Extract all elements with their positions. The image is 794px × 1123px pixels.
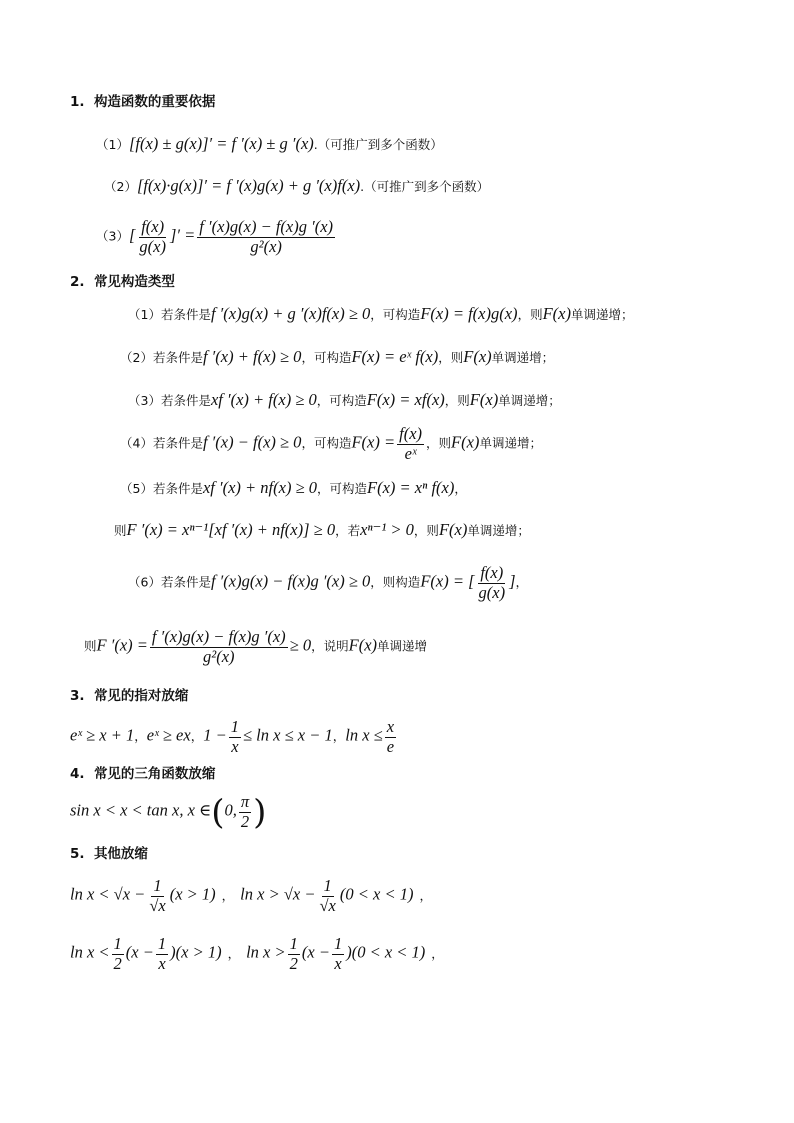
condition: (x > 1)	[169, 884, 216, 904]
section-title: 其他放缩	[93, 846, 148, 862]
s2-item-1	[128, 306, 634, 323]
numerator: f ′(x)g(x) − f(x)g ′(x)	[199, 217, 334, 236]
s5-line-1	[70, 877, 432, 916]
denominator: 2	[289, 953, 298, 973]
formula: ln x < √x −	[70, 884, 146, 904]
formula: sin x < x < tan x, x ∈	[70, 800, 212, 820]
s2-item-4	[120, 425, 542, 464]
function: F(x)	[348, 635, 378, 655]
section-number: 1.	[70, 94, 85, 110]
formula: (x −	[301, 942, 330, 962]
s1-item-1	[96, 136, 443, 153]
numerator: 1	[153, 876, 162, 895]
numerator: 1	[157, 934, 167, 953]
denominator: g²(x)	[250, 236, 282, 256]
numerator: x	[386, 717, 395, 736]
text: ，可构造	[370, 307, 421, 322]
text: ，则	[438, 350, 464, 365]
numerator: 1	[230, 717, 239, 736]
section-heading-2	[70, 276, 175, 290]
fraction	[197, 218, 335, 257]
text: ，则	[517, 307, 543, 322]
denominator: x	[158, 953, 166, 973]
text: 单调递增；	[491, 350, 555, 365]
separator: ，	[134, 728, 147, 744]
separator: ，	[431, 945, 444, 961]
text: 单调递增	[377, 638, 428, 654]
function: F(x)	[542, 304, 571, 323]
item-label: （3）	[96, 228, 129, 244]
denominator: √x	[149, 895, 166, 915]
s2-item-6-derivative	[84, 628, 427, 667]
fraction	[147, 877, 167, 916]
section-title: 构造函数的重要依据	[93, 94, 216, 110]
function: F(x)	[438, 520, 468, 539]
condition: xf ′(x) + nf(x) ≥ 0	[202, 478, 318, 497]
fraction	[137, 218, 168, 257]
separator: ，	[332, 728, 346, 744]
separator: ，	[419, 887, 432, 903]
fraction	[385, 718, 396, 757]
section-heading-1	[70, 96, 215, 110]
fraction	[156, 935, 168, 974]
item-label: （2）若条件是	[120, 350, 203, 365]
section-number: 2.	[70, 274, 85, 290]
text: ，则构造	[370, 574, 421, 590]
s3-formulas	[70, 718, 398, 757]
formula: ln x ≤	[345, 725, 383, 745]
item-label: （5）若条件是	[120, 481, 203, 496]
s2-item-5-derivative	[114, 522, 530, 539]
paren-left: (	[211, 792, 225, 833]
fraction	[477, 564, 508, 603]
fraction	[288, 935, 300, 974]
numerator: 1	[333, 934, 343, 953]
text: ，则	[426, 435, 452, 451]
text: ，可构造	[301, 350, 352, 365]
formula: F ′(x) = xⁿ⁻¹[xf ′(x) + nf(x)] ≥ 0	[126, 520, 336, 539]
text: 单调递增；	[498, 393, 561, 408]
numerator: 1	[113, 934, 122, 953]
constructed-function: F(x) =	[351, 432, 396, 452]
formula: 1 −	[203, 725, 227, 745]
s2-item-5	[120, 480, 467, 497]
numerator: f(x)	[399, 424, 423, 443]
s5-line-2	[70, 935, 444, 974]
section-title: 常见构造类型	[93, 274, 175, 290]
text: ，可构造	[317, 481, 368, 496]
note: .（可推广到多个函数）	[313, 137, 443, 152]
item-label: （2）	[104, 179, 137, 194]
text: ，若	[335, 523, 361, 538]
formula: F ′(x) =	[96, 635, 148, 655]
denominator: 2	[113, 953, 122, 973]
separator: ，	[227, 945, 241, 961]
numerator: 1	[323, 876, 332, 895]
item-label: （6）若条件是	[128, 574, 211, 590]
text: ，可构造	[301, 435, 352, 451]
condition: f ′(x) + f(x) ≥ 0	[202, 347, 302, 366]
denominator: g²(x)	[203, 646, 235, 666]
item-label: （4）若条件是	[120, 435, 203, 451]
section-number: 3.	[70, 688, 85, 704]
numerator: π	[240, 792, 250, 811]
formula: ln x <	[70, 942, 110, 962]
item-label: （3）若条件是	[128, 393, 211, 408]
constructed-function: F(x) = xf(x)	[366, 390, 445, 409]
formula: eˣ ≥ ex	[146, 725, 191, 745]
formula: (x −	[125, 942, 154, 962]
condition: xf ′(x) + f(x) ≥ 0	[210, 390, 317, 409]
text: 则	[114, 523, 127, 538]
s2-item-2	[120, 349, 554, 366]
condition: (0 < x < 1)	[339, 884, 414, 904]
section-number: 5.	[70, 846, 85, 862]
denominator: g(x)	[139, 236, 166, 256]
s2-item-3	[128, 392, 561, 409]
text: ，	[454, 481, 467, 496]
formula: [f(x) ± g(x)]′ = f ′(x) ± g ′(x)	[128, 134, 314, 153]
paren-right: )	[253, 792, 267, 833]
denominator: x	[334, 953, 342, 973]
formula: eˣ ≥ x + 1	[70, 725, 135, 745]
denominator: g(x)	[478, 582, 506, 602]
section-heading-3	[70, 690, 188, 704]
s4-formula	[70, 793, 266, 832]
function: F(x)	[463, 347, 492, 366]
numerator: f ′(x)g(x) − f(x)g ′(x)	[151, 627, 286, 646]
denominator: √x	[319, 895, 336, 915]
fraction	[397, 425, 424, 464]
fraction	[112, 935, 124, 974]
fraction	[332, 935, 344, 974]
fraction	[317, 877, 337, 916]
s2-item-6	[128, 564, 528, 603]
text: ，	[515, 574, 529, 590]
fraction	[239, 793, 251, 832]
constructed-function: F(x) = xⁿ f(x)	[367, 478, 455, 497]
numerator: f(x)	[480, 563, 504, 582]
text: ，则	[413, 523, 439, 538]
condition: xⁿ⁻¹ > 0	[360, 520, 414, 539]
text: ，可构造	[316, 393, 367, 408]
s1-item-2	[104, 178, 489, 195]
fraction	[150, 628, 288, 667]
condition: f ′(x) − f(x) ≥ 0	[202, 432, 302, 452]
separator: ，	[190, 728, 204, 744]
text: 则	[84, 638, 97, 654]
condition: f ′(x)g(x) + g ′(x)f(x) ≥ 0	[210, 304, 371, 323]
section-heading-5	[70, 848, 148, 862]
interval-start: 0,	[224, 800, 237, 820]
text: 单调递增；	[479, 435, 542, 451]
section-heading-4	[70, 768, 215, 782]
numerator: f(x)	[141, 217, 165, 236]
denominator: e	[386, 736, 395, 756]
denominator: x	[231, 736, 239, 756]
section-title: 常见的指对放缩	[93, 688, 189, 704]
s1-item-3: （3）[ $\frac{f(x)}{g(x)}$ ]′ = $\frac{f '(x)g(x) - f(x)g '(x)}{\text{g²(x)}}$	[96, 217, 334, 256]
formula: ≤ ln x ≤ x − 1	[242, 725, 333, 745]
section-number: 4.	[70, 766, 85, 782]
bracket: ]	[509, 571, 516, 591]
formula: ln x >	[246, 942, 286, 962]
function: F(x)	[469, 390, 499, 409]
constructed-function: F(x) = eˣ f(x)	[351, 347, 439, 366]
text: ，说明	[311, 638, 349, 654]
condition: )(0 < x < 1)	[346, 942, 426, 962]
constructed-function: F(x) = [	[420, 571, 475, 591]
section-title: 常见的三角函数放缩	[93, 766, 216, 782]
item-label: （1）若条件是	[128, 307, 211, 322]
constructed-function: F(x) = f(x)g(x)	[420, 304, 518, 323]
formula: [f(x)·g(x)]′ = f ′(x)g(x) + g ′(x)f(x)	[136, 176, 361, 195]
note: .（可推广到多个函数）	[360, 179, 490, 194]
item-label: （1）	[96, 137, 129, 152]
denominator: eˣ	[404, 443, 417, 463]
text: 单调递增；	[467, 523, 530, 538]
text: ，则	[444, 393, 470, 408]
inequality: ≥ 0	[289, 635, 312, 655]
fraction	[229, 718, 241, 757]
condition: )(x > 1)	[170, 942, 222, 962]
condition: f ′(x)g(x) − f(x)g ′(x) ≥ 0	[210, 571, 371, 591]
formula: ln x > √x −	[240, 884, 316, 904]
separator: ，	[221, 887, 235, 903]
function: F(x)	[451, 432, 480, 452]
denominator: 2	[240, 811, 250, 831]
numerator: 1	[289, 934, 298, 953]
text: 单调递增；	[570, 307, 634, 322]
